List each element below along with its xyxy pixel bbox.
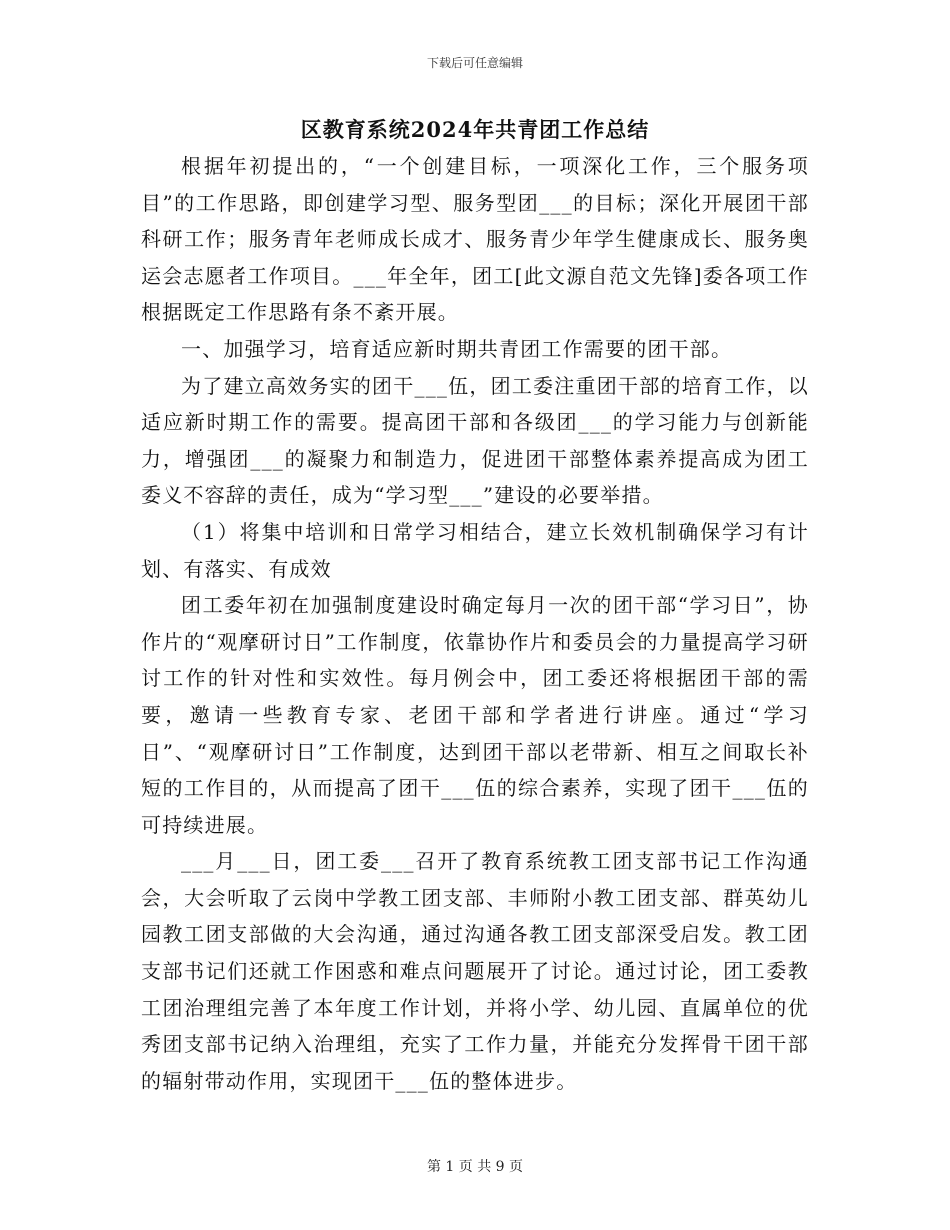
paragraph-intro: 根据年初提出的，“一个创建目标，一项深化工作，三个服务项目”的工作思路，即创建学习型、服务型团___的目标；深化开展团干部科研工作；服务青年老师成长成才、服务青少年学生健康成长、服务奥运会志愿者工作项目。___年全年，团工[此文源自范文先锋]委各项工作根据既定工作思路有条不紊开展。 [141,154,809,325]
paragraph-study-day: 团工委年初在加强制度建设时确定每月一次的团干部“学习日”，协作片的“观摩研讨日”工作制度，依靠协作片和委员会的力量提高学习研讨工作的针对性和实效性。每月例会中，团工委还将根据团干部的需要，邀请一些教育专家、老团干部和学者进行讲座。通过“学习日”、“观摩研讨日”工作制度，达到团干部以老带新、相互之间取长补短的工作目的，从而提高了团干___伍的综合素养，实现了团干___伍的可持续进展。 [141,593,809,837]
header-note: 下载后可任意编辑 [426,56,523,70]
document-title: 区教育系统2024年共青团工作总结 [300,117,650,142]
paragraph-training: 为了建立高效务实的团干___伍，团工委注重团干部的培育工作，以适应新时期工作的需要。提高团干部和各级团___的学习能力与创新能力，增强团___的凝聚力和制造力，促进团干部整体素养提高成为团工委义不容辞的责任，成为“学习型___”建设的必要举措。 [141,373,809,508]
subheading-1: （1）将集中培训和日常学习相结合，建立长效机制确保学习有计划、有落实、有成效 [141,519,809,581]
paragraph-meeting: ___月___日，团工委___召开了教育系统教工团支部书记工作沟通会，大会听取了云岗中学教工团支部、丰师附小教工团支部、群英幼儿园教工团支部做的大会沟通，通过沟通各教工团支部深受启发。教工团支部书记们还就工作困惑和难点问题展开了讨论。通过讨论，团工委教工团治理组完善了本年度工作计划，并将小学、幼儿园、直属单位的优秀团支部书记纳入治理组，充实了工作力量，并能充分发挥骨干团干部的辐射带动作用，实现团干___伍的整体进步。 [141,849,809,1093]
document-body [141,148,809,1099]
section-heading-1: 一、加强学习，培育适应新时期共青团工作需要的团干部。 [181,336,733,361]
page-footer: 第 1 页 共 9 页 [426,1159,524,1175]
